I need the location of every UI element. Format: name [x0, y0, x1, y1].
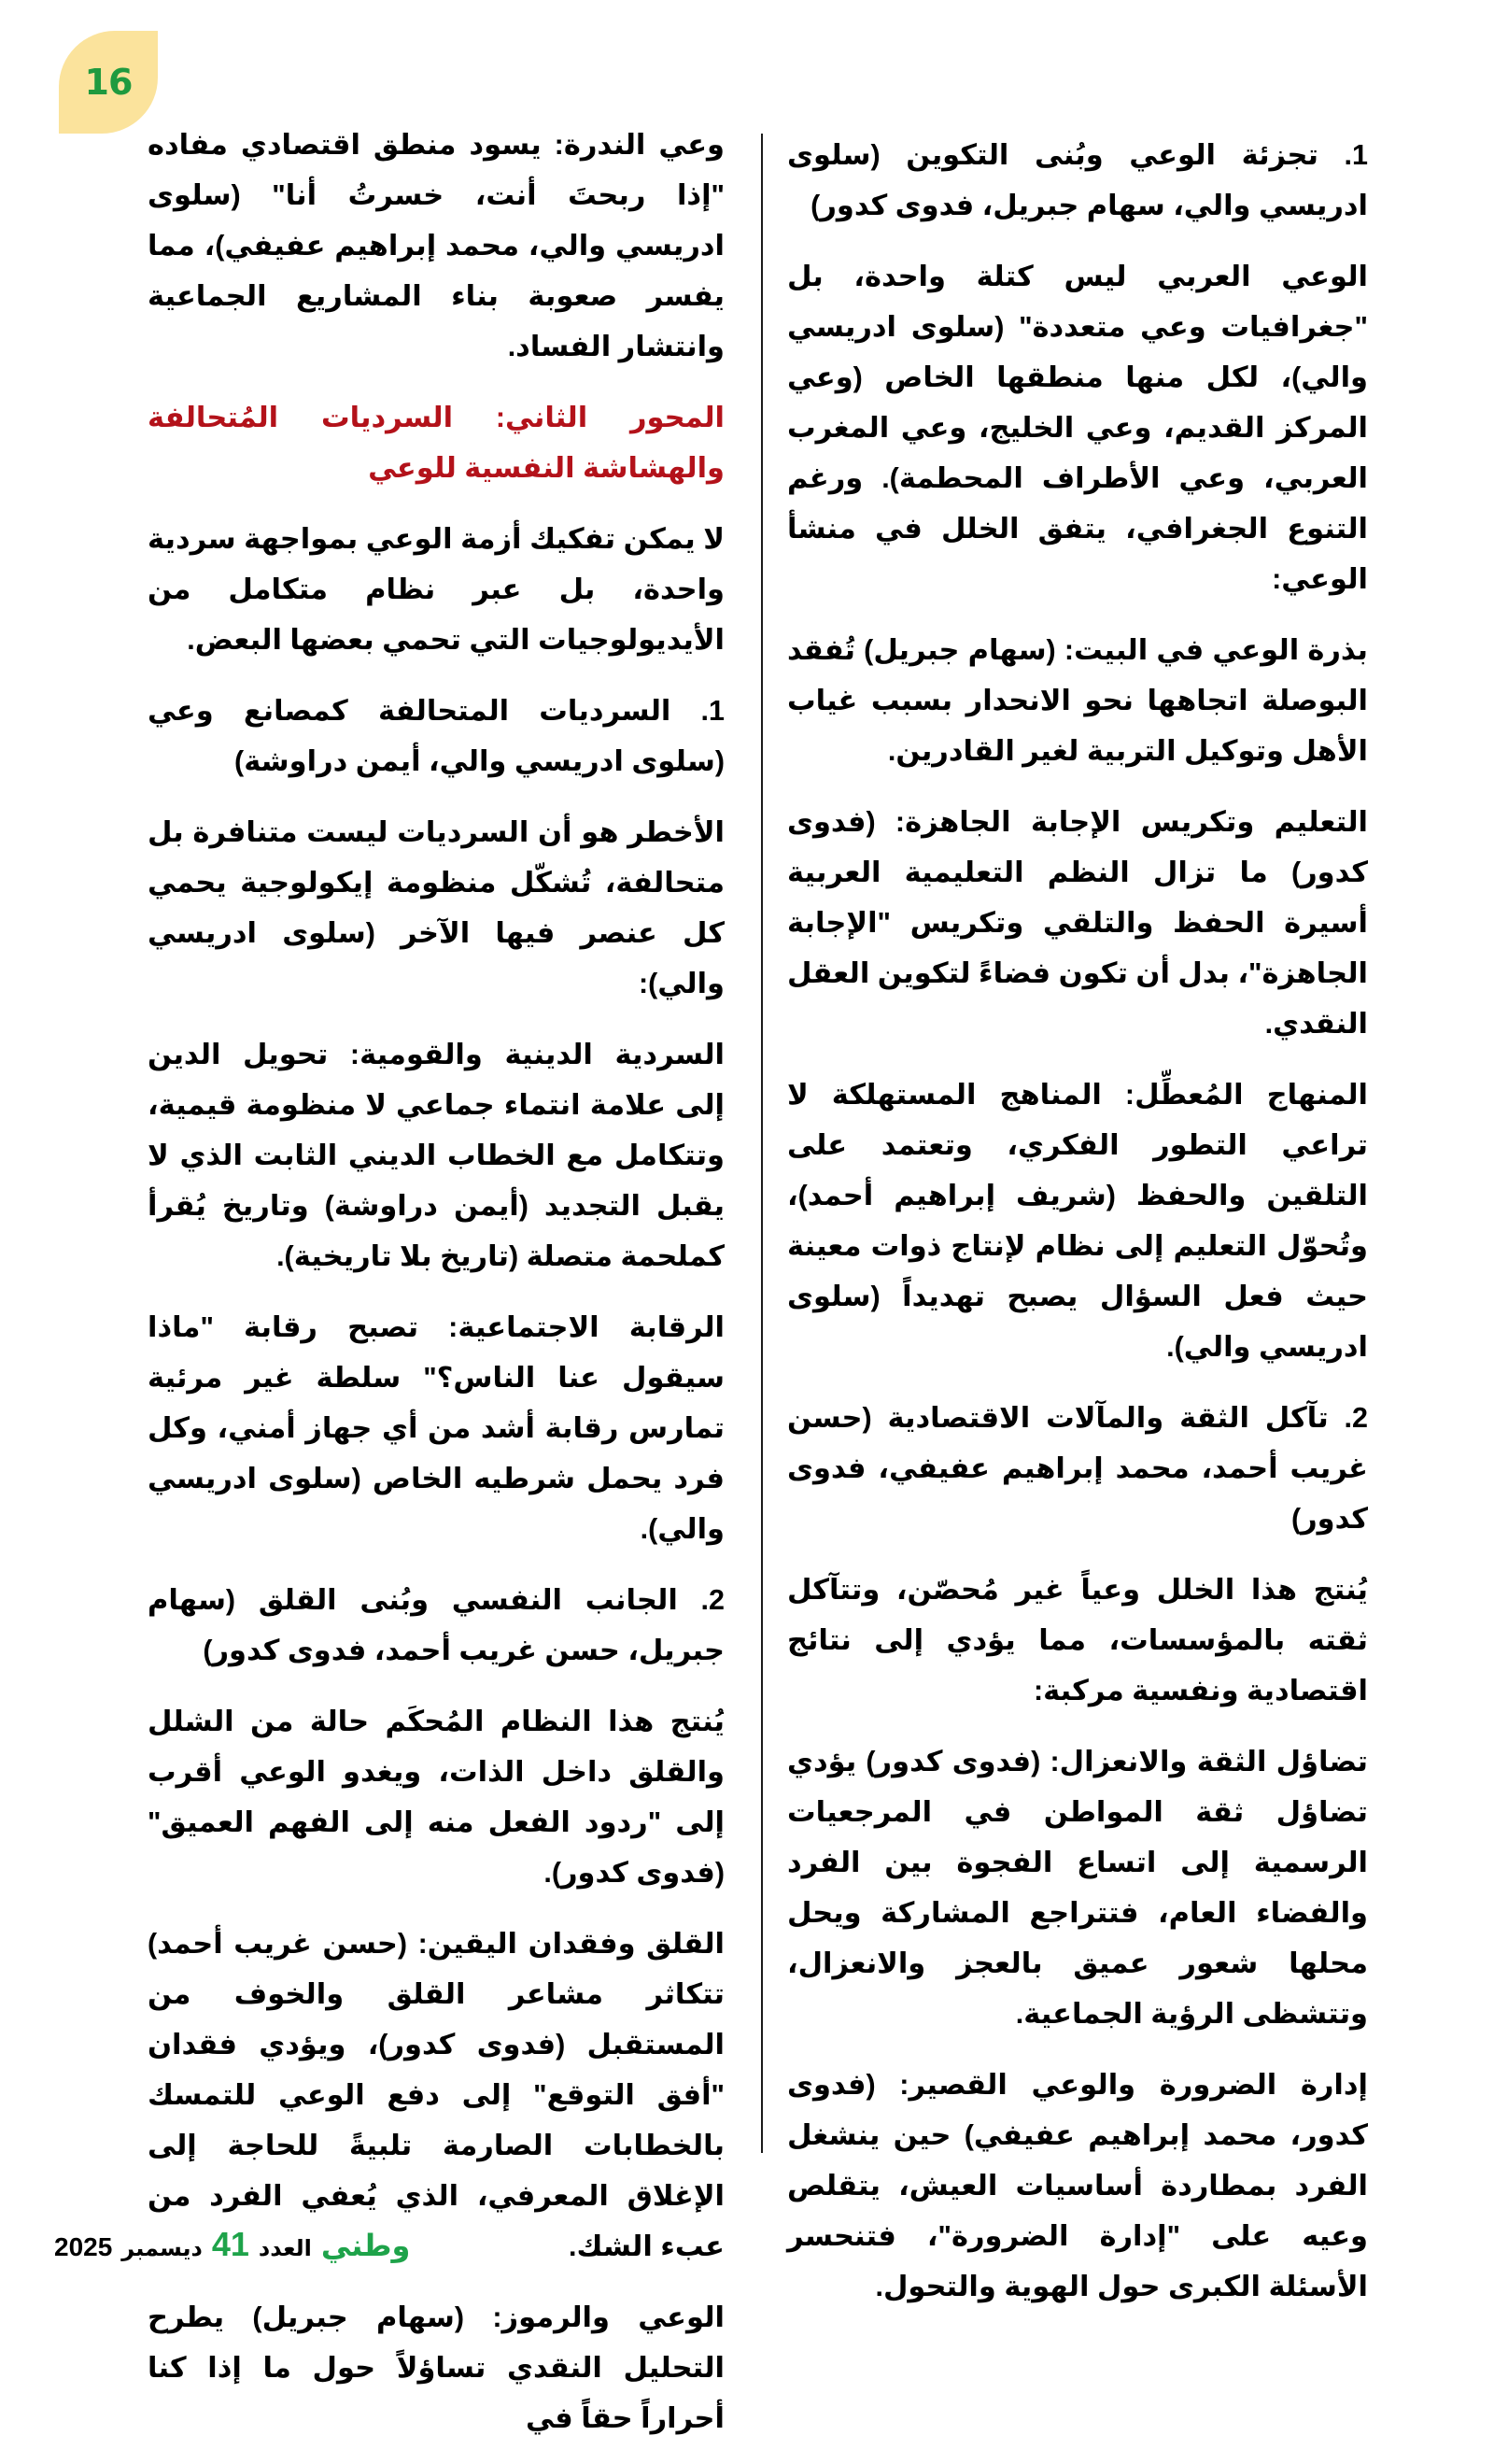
footer: [54, 2225, 410, 2264]
paragraph: المنهاج المُعطِّل: المناهج المستهلكة لا تراعي التطور الفكري، وتعتمد على التلقين والحفظ (شريف إبراهيم أحمد)، وتُحوّل التعليم إلى نظام لإنتاج ذوات معينة حيث فعل السؤال يصبح تهديداً (سلوى ادريسي والي).: [787, 1079, 1368, 1363]
page-number: 16: [84, 62, 133, 103]
subheading: 1. تجزئة الوعي وبُنى التكوين (سلوى ادريسي والي، سهام جبريل، فدوى كدور): [787, 139, 1368, 221]
paragraph: الوعي العربي ليس كتلة واحدة، بل "جغرافيات وعي متعددة" (سلوى ادريسي والي)، لكل منها منطقها الخاص (وعي المركز القديم، وعي الخليج، وعي المغرب العربي، وعي الأطراف المحطمة). ورغم التنوع الجغرافي، يتفق الخلل في منشأ الوعي:: [787, 261, 1368, 595]
paragraph: الأخطر هو أن السرديات ليست متنافرة بل متحالفة، تُشكّل منظومة إيكولوجية يحمي كل عنصر فيها الآخر (سلوى ادريسي والي):: [148, 816, 725, 999]
paragraph: وعي الندرة: يسود منطق اقتصادي مفاده "إذا ربحتَ أنت، خسرتُ أنا" (سلوى ادريسي والي، محمد إبراهيم عفيفي)، مما يفسر صعوبة بناء المشاريع الجماعية وانتشار الفساد.: [148, 129, 725, 362]
paragraph: إدارة الضرورة والوعي القصير: (فدوى كدور، محمد إبراهيم عفيفي) حين ينشغل الفرد بمطاردة أساسيات العيش، يتقلص وعيه على "إدارة الضرورة"، فتنحسر الأسئلة الكبرى حول الهوية والتحول.: [787, 2069, 1368, 2302]
issue-month: ديسمبر: [121, 2236, 203, 2261]
section-heading: المحور الثاني: السرديات المُتحالفة والهشاشة النفسية للوعي: [148, 402, 725, 484]
paragraph: القلق وفقدان اليقين: (حسن غريب أحمد) تتكاثر مشاعر القلق والخوف من المستقبل (فدوى كدور)، ويؤدي فقدان "أفق التوقع" إلى دفع الوعي للتمسك بالخطابات الصارمة تلبيةً للحاجة إلى الإغلاق المعرفي، الذي يُعفي الفرد من عبء الشك.: [148, 1928, 725, 2262]
issue-label: العدد: [258, 2236, 312, 2261]
paragraph: التعليم وتكريس الإجابة الجاهزة: (فدوى كدور) ما تزال النظم التعليمية العربية أسيرة الحفظ والتلقي وتكريس "الإجابة الجاهزة"، بدل أن تكون فضاءً لتكوين العقل النقدي.: [787, 806, 1368, 1040]
subheading: 2. تآكل الثقة والمآلات الاقتصادية (حسن غريب أحمد، محمد إبراهيم عفيفي، فدوى كدور): [787, 1402, 1368, 1535]
right-column: [787, 130, 1368, 2332]
paragraph: السردية الدينية والقومية: تحويل الدين إلى علامة انتماء جماعي لا منظومة قيمية، وتتكامل مع الخطاب الديني الثابت الذي لا يقبل التجديد (أيمن دراوشة) وتاريخ يُقرأ كملحمة متصلة (تاريخ بلا تاريخية).: [148, 1039, 725, 1272]
paragraph: لا يمكن تفكيك أزمة الوعي بمواجهة سردية واحدة، بل عبر نظام متكامل من الأيديولوجيات التي تحمي بعضها البعض.: [148, 523, 725, 656]
paragraph: تضاؤل الثقة والانعزال: (فدوى كدور) يؤدي تضاؤل ثقة المواطن في المرجعيات الرسمية إلى اتساع الفجوة بين الفرد والفضاء العام، فتتراجع المشاركة ويحل محلها شعور عميق بالعجز والانعزال، وتتشظى الرؤية الجماعية.: [787, 1746, 1368, 2030]
left-column: [148, 120, 725, 2464]
page-number-badge: [59, 31, 158, 134]
issue-year: 2025: [54, 2232, 113, 2261]
paragraph: يُنتج هذا الخلل وعياً غير مُحصّن، وتتآكل ثقته بالمؤسسات، مما يؤدي إلى نتائج اقتصادية ونفسية مركبة:: [787, 1574, 1368, 1706]
column-divider: [761, 134, 763, 2153]
subheading: 2. الجانب النفسي وبُنى القلق (سهام جبريل، حسن غريب أحمد، فدوى كدور): [148, 1584, 725, 1666]
subheading: 1. السرديات المتحالفة كمصانع وعي (سلوى ادريسي والي، أيمن دراوشة): [148, 695, 725, 777]
paragraph: بذرة الوعي في البيت: (سهام جبريل) تُفقد البوصلة اتجاهها نحو الانحدار بسبب غياب الأهل وتوكيل التربية لغير القادرين.: [787, 634, 1368, 767]
paragraph: الوعي والرموز: (سهام جبريل) يطرح التحليل النقدي تساؤلاً حول ما إذا كنا أحراراً حقاً في: [148, 2301, 725, 2434]
issue-number: 41: [211, 2225, 249, 2263]
magazine-brand: وطني: [320, 2229, 411, 2262]
paragraph: الرقابة الاجتماعية: تصبح رقابة "ماذا سيقول عنا الناس؟" سلطة غير مرئية تمارس رقابة أشد من أي جهاز أمني، وكل فرد يحمل شرطيه الخاص (سلوى ادريسي والي).: [148, 1311, 725, 1545]
paragraph: يُنتج هذا النظام المُحكَم حالة من الشلل والقلق داخل الذات، ويغدو الوعي أقرب إلى "ردود الفعل منه إلى الفهم العميق" (فدوى كدور).: [148, 1706, 725, 1889]
